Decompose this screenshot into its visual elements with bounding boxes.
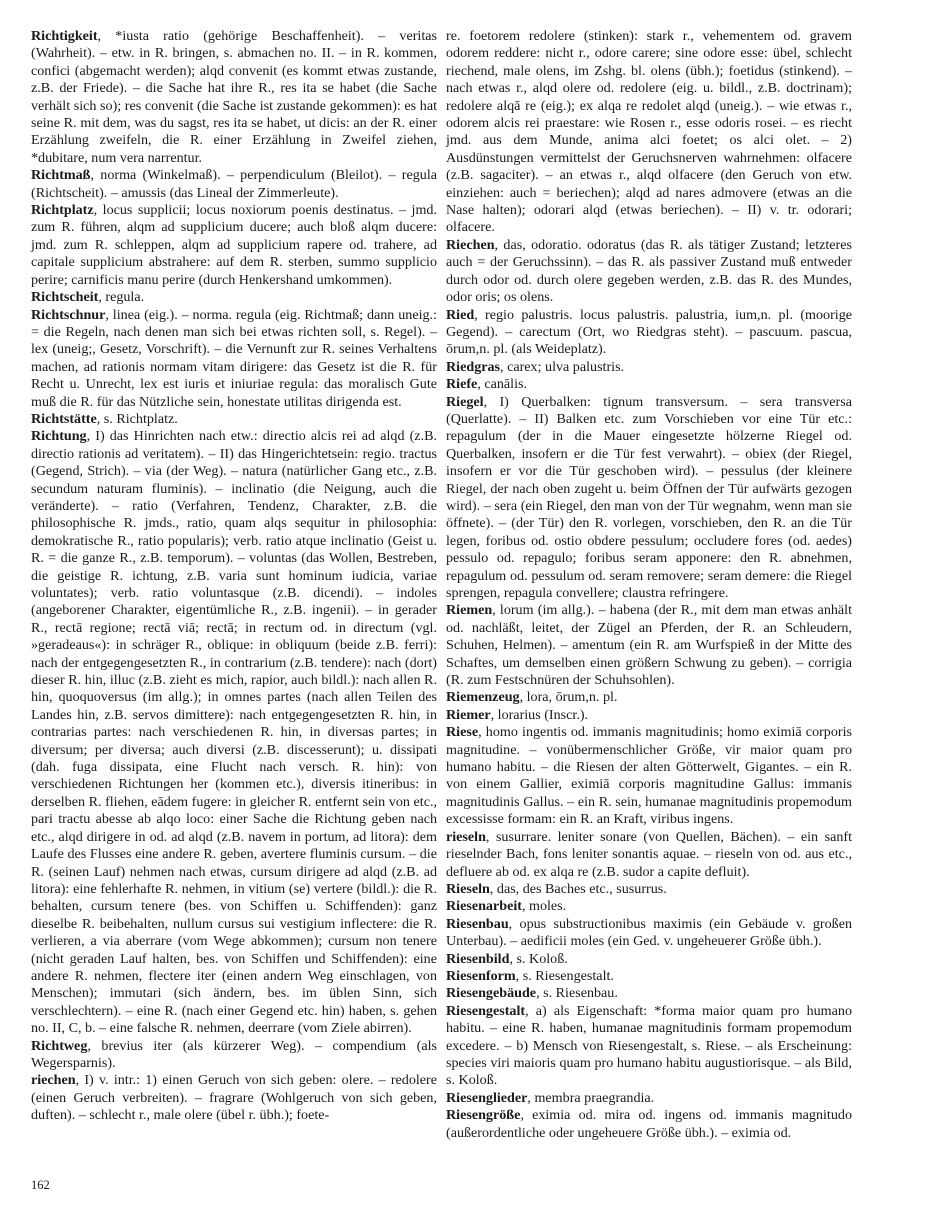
dictionary-entry — [446, 1003, 852, 1090]
entry-definition: , locus supplicii; locus noxiorum poenis destinatus. – jmd. zum R. führen, alqm ad supplicium ducere; auch bloß alqm ducere: jmd. zum R. schleppen, alqm ad supplicium rapere od. trahere, ad capitale supplicium abstrahere: auf dem R. sterben, summo supplicio perire; carnificis manu perire (durch Henkershand umkommen). — [31, 202, 437, 288]
dictionary-entry — [446, 916, 852, 951]
entry-definition: , I) das Hinrichten nach etw.: directio alcis rei ad alqd (z.B. directio rationis ad veritatem). – II) das Hingerichtetsein: regio. tractus (Gegend, Strich). – via (der Weg). – natura (natürlicher Gang etc., z.B. secundum naturam fluminis). – inclinatio (die Neigung, auch die veränderte). – ratio (Verfahren, Tendenz, Charakter, z.B. die philosophische R. jmds., ratio, quam alqs sequitur in philosophia: demokratische R., ratio popularis); verb. ratio atque inclinatio (Geist u. R. = die ganze R., z.B. temporum). – voluntas (das Wollen, Bestreben, die geistige R. ichtung, z.B. varia sunt hominum iudicia, variae voluntates); verb. ratio voluntasque (z.B. dicendi). – indoles (angeborener Charakter, eigentümliche R., z.B. ingenii). – in gerader R., rectā regione; rectā viā; rectā; in rectum od. in directum (vgl. »geradeaus«): in schräger R., oblique: in obliquum (beide z.B. ferri): nach der entgegengesetzten R., in contrarium (z.B. tendere): nach (dort) dieser R. hin, illuc (z.B. zieht es mich, rapior, auch bildl.): nach allen R. hin, quoquoversus (im allg.); in omnes partes (nach allen Teilen des Landes hin, z.B. servos dimittere): nach entgegengesetzten R. hin, in contrarias partes: nach verschiedenen R. hin, in diversas partes; in diversum; per diversa; auch diversi (z.B. discesserunt); u. dissipati (dah. fuga dissipata, eine Flucht nach versch. R. hin): von verschiedenen Richtungen her (kommen etc.), diversis itineribus: in derselben R. fliehen, eādem fugere: in gleicher R. entfernt sein von etc., pari tractu abesse ab alqo loco: einer Sache die Richtung geben nach etc., alqd dirigere in od. ad alqd (z.B. navem in portum, ad litora): dem Laufe des Flusses eine andere R. geben, avertere fluminis cursum. – die R. (seinen Lauf) nehmen nach etwas, cursum dirigere ad alqd (z.B. ad litora): eine fehlerhafte R. nehmen, in vitium (se) vertere (bildl.): die R. behalten, cursum tenere (bes. von Schiffen u. Schiffenden): ganz dieselbe R. beibehalten, nullum cursus sui vestigium inflectere: die R. verlieren, a via aberrare (vom Wege abkommen); cursum non tenere (nicht geraden Lauf halten, bes. von Schiffen und Schiffenden): eine andere R. nehmen, flectere iter (einen andern Weg einschlagen, von Menschen); immutari (sich ändern, bes. im üblen Sinn, sich verschlechtern). – eine R. (nach einer Gegend etc. hin) haben, s. gehen no. II, C, b. – eine falsche R. nehmen, deerrare (vom Ziele abirren). — [31, 428, 437, 1037]
entry-definition: , norma (Winkelmaß). – perpendiculum (Bleilot). – regula (Richtscheit). – amussis (das Lineal der Zimmerleute). — [31, 167, 437, 201]
dictionary-entry — [446, 307, 852, 359]
entry-definition: , lorarius (Inscr.). — [490, 706, 589, 723]
dictionary-entry — [446, 359, 852, 376]
entry-definition: , s. Riesengestalt. — [515, 967, 614, 984]
entry-definition: , s. Richtplatz. — [96, 410, 178, 427]
dictionary-entry — [446, 707, 852, 724]
dictionary-entry — [31, 411, 437, 428]
entry-headword: Richtscheit — [31, 289, 99, 306]
entry-headword: Richtschnur — [31, 306, 106, 323]
dictionary-entry — [446, 898, 852, 915]
page-number: 162 — [31, 1178, 50, 1192]
entry-headword: Riemen — [446, 602, 493, 619]
dictionary-entry — [31, 1038, 437, 1073]
dictionary-entry — [446, 985, 852, 1002]
dictionary-entry — [446, 724, 852, 828]
entry-definition: re. foetorem redolere (stinken): stark r., vehementem od. gravem odorem reddere: nicht r., odore carere; sine odore esse: übel, schlecht riechend, male olens, im Zshg. bl. olens (übh.); foetidus (stinkend). – nach etwas r., alqd olere od. redolere (eig. u. bildl., z.B. doctrinam); redolere alqā re (eig.); ex alqa re redolet alqd (uneig.). – wie etwas r., odorem alcis rei praestare: wie Rosen r., esse odoris rosei. – es riecht jmd. aus dem Munde, anima alci foetet; os alci olet. – 2) Ausdünstungen vermittelst der Geruchsnerven wahrnehmen: olfacere (z.B. sagaciter). – an etwas r., alqd olfacere (den Geruch von etw. einziehen: auch = beriechen); alqd ad nares admovere (etwas an die Nase halten); odorari alqd (etwas beriechen). – II) v. tr. odorari; olfacere. — [446, 28, 852, 236]
entry-headword: Riesengröße — [446, 1107, 521, 1124]
entry-definition: , I) v. intr.: 1) einen Geruch von sich geben: olere. – redolere (einen Geruch verbreiten). – fragrare (Wohlgeruch von sich geben, duften). – schlecht r., male olere (übel r. übh.); foete- — [31, 1072, 437, 1124]
entry-headword: Riesenbau — [446, 915, 509, 932]
dictionary-entry — [31, 307, 437, 411]
right-column — [446, 28, 852, 1142]
dictionary-entry — [446, 689, 852, 706]
entry-headword: Richtweg — [31, 1037, 88, 1054]
dictionary-entry — [31, 202, 437, 289]
dictionary-entry — [446, 394, 852, 603]
entry-headword: Richtigkeit — [31, 28, 98, 44]
entry-definition: , regio palustris. locus palustris. palustria, ium,n. pl. (moorige Gegend). – carectum (Ort, wo Riedgras steht). – pascuum. pascua, ōrum,n. pl. (als Weideplatz). — [446, 306, 852, 358]
entry-definition: , opus substructionibus maximis (ein Gebäude v. großen Unterbau). – aedificii moles (ein Ged. v. ungeheuerer Größe übh.). — [446, 915, 852, 950]
entry-headword: Riemer — [446, 706, 491, 723]
entry-headword: Richtstätte — [31, 410, 97, 427]
entry-definition: , brevius iter (als kürzerer Weg). – compendium (als Wegersparnis). — [31, 1037, 437, 1071]
entry-headword: Riese — [446, 724, 479, 741]
entry-headword: Richtmaß — [31, 167, 91, 184]
dictionary-entry — [446, 1090, 852, 1107]
entry-definition: , carex; ulva palustris. — [500, 358, 625, 375]
dictionary-entry — [31, 428, 437, 1037]
dictionary-entry — [446, 28, 852, 237]
entry-definition: , linea (eig.). – norma. regula (eig. Richtmaß; dann uneig.: = die Regeln, nach denen man sich bei etwas richten soll, s. Regel). – lex (uneig;, Gesetz, Vorschrift). – die Vernunft zur R. seines Verhaltens machen, ad rationis normam vitam dirigere: das Gesetz ist die R. für Recht u. Unrecht, lex est iuris et iniuriae regula: das moralisch Gute muß die R. für das Nützliche sein, honestate utilitas dirigenda est. — [31, 306, 437, 410]
entry-headword: Richtung — [31, 428, 87, 445]
entry-headword: Rieseln — [446, 880, 490, 897]
dictionary-entry — [31, 1072, 437, 1124]
entry-definition: , membra praegrandia. — [527, 1089, 655, 1106]
entry-definition: , lorum (im allg.). – habena (der R., mit dem man etwas anhält od. nachläßt, leitet, der Zügel an Pferden, der R. an Schleudern, Schuhen, Helmen). – amentum (ein R. am Wurfspieß in der Mitte des Schaftes, um demselben einen größern Schwung zu geben). – corrigia (R. zum Festschnüren der Schuhsohlen). — [446, 602, 852, 689]
entry-headword: Riesenglieder — [446, 1089, 528, 1106]
dictionary-entry — [446, 376, 852, 393]
dictionary-entry — [31, 28, 437, 167]
entry-definition: , s. Riesenbau. — [536, 985, 618, 1002]
dictionary-entry — [446, 951, 852, 968]
entry-headword: Richtplatz — [31, 202, 94, 219]
entry-headword: Riegel — [446, 393, 484, 410]
dictionary-entry — [446, 829, 852, 881]
entry-headword: Riefe — [446, 376, 478, 393]
dictionary-entry — [446, 1107, 852, 1142]
entry-definition: , das, des Baches etc., susurrus. — [489, 880, 667, 897]
entry-headword: Riesengestalt — [446, 1002, 526, 1019]
left-column — [31, 28, 437, 1125]
entry-definition: , canālis. — [477, 376, 528, 393]
dictionary-entry — [446, 602, 852, 689]
entry-headword: rieseln — [446, 828, 486, 845]
entry-definition: , eximia od. mira od. ingens od. immanis magnitudo (außerordentliche oder ungeheuere Größe übh.). – eximia od. — [446, 1107, 852, 1141]
entry-definition: , a) als Eigenschaft: *forma maior quam pro humano habitu. – eine R. haben, humanae magnitudinis formam propemodum excedere. – b) Mensch von Riesengestalt, s. Riese. – als Erscheinung: species viri maioris quam pro humano habitu augustiorisque. – als Bild, s. Koloß. — [446, 1002, 852, 1089]
dictionary-entry — [31, 289, 437, 306]
entry-headword: Riesenform — [446, 967, 516, 984]
entry-headword: Riesengebäude — [446, 985, 537, 1002]
entry-headword: Riechen — [446, 236, 495, 253]
entry-headword: Riesenbild — [446, 950, 510, 967]
entry-definition: , moles. — [521, 898, 567, 915]
entry-headword: Riesenarbeit — [446, 898, 522, 915]
entry-definition: , susurrare. leniter sonare (von Quellen, Bächen). – ein sanft rieselnder Bach, fons leniter sonantis aquae. – rieseln von od. aus etc., defluere ab od. ex alqa re (z.B. sudor a capite defluit). — [446, 828, 852, 880]
entry-definition: , das, odoratio. odoratus (das R. als tätiger Zustand; letzteres auch = der Geruchssinn). – das R. als passiver Zustand muß entweder durch odor od. durch olere gegeben werden, z.B. das R. des Mundes, odor oris; os olens. — [446, 236, 852, 306]
entry-headword: Riedgras — [446, 358, 501, 375]
entry-definition: , regula. — [98, 289, 145, 306]
dictionary-entry — [446, 237, 852, 307]
entry-headword: Riemenzeug — [446, 689, 520, 706]
dictionary-entry — [31, 167, 437, 202]
entry-definition: , s. Koloß. — [509, 950, 568, 967]
entry-headword: riechen — [31, 1072, 76, 1089]
entry-headword: Ried — [446, 306, 475, 323]
entry-definition: , I) Querbalken: tignum transversum. – sera transversa (Querlatte). – II) Balken etc. zum Vorschieben vor eine Tür etc.: repagulum (der in die Mauer eingesetzte hölzerne Riegel od. Querbalken, insofern er die Tür fest verwahrt). – obiex (der Riegel, insofern er vor die Tür geschoben wird). – pessulus (der kleinere Riegel, der nach oben zugeht u. beim Öffnen der Tür aufwärts gezogen wird). – sera (ein Riegel, den man von der Tür wegnahm, wenn man sie öffnete). – (der Tür) den R. vorlegen, vorschieben, den R. an die Tür legen, foribus od. ostio obdere pessulum; occludere fores (od. aedes) pessulo od. repagulo; foribus seram apponere: den R. abnehmen, repagulum od. pessulum od. seram removere; seram demere: die Riegel sprengen, repagula convellere; claustra refringere. — [446, 393, 852, 601]
entry-definition: , homo ingentis od. immanis magnitudinis; homo eximiā corporis magnitudine. – vonübermenschlicher Größe, vir maior quam pro humano habitu. – die Riesen der alten Götterwelt, Gigantes. – ein R. von einem Gallier, eximiā corporis magnitudine Gallus: immanis magnitudinis Gallus. – ein R. sein, humanae magnitudinis propemodum excessisse formam: ein R. an Kraft, viribus ingens. — [446, 724, 852, 828]
dictionary-entry — [446, 968, 852, 985]
dictionary-entry — [446, 881, 852, 898]
entry-definition: , *iusta ratio (gehörige Beschaffenheit). – veritas (Wahrheit). – etw. in R. bringen, s. abmachen no. II. – in R. kommen, confici (abgemacht werden); alqd convenit (es kommt etwas zustande, z.B. der Friede). – die Sache hat ihre R., res ita se habet (die Sache verhält sich so); res convenit (die Sache ist zustande gekommen): es hat seine R. mit dem, was du sagst, res ita se habet, ut dicis: an der R. einer Erzählung zweifeln, die R. einer Erzählung in Zweifel ziehen, *dubitare, num vera narrentur. — [31, 28, 437, 166]
entry-definition: , lora, ōrum,n. pl. — [519, 689, 618, 706]
